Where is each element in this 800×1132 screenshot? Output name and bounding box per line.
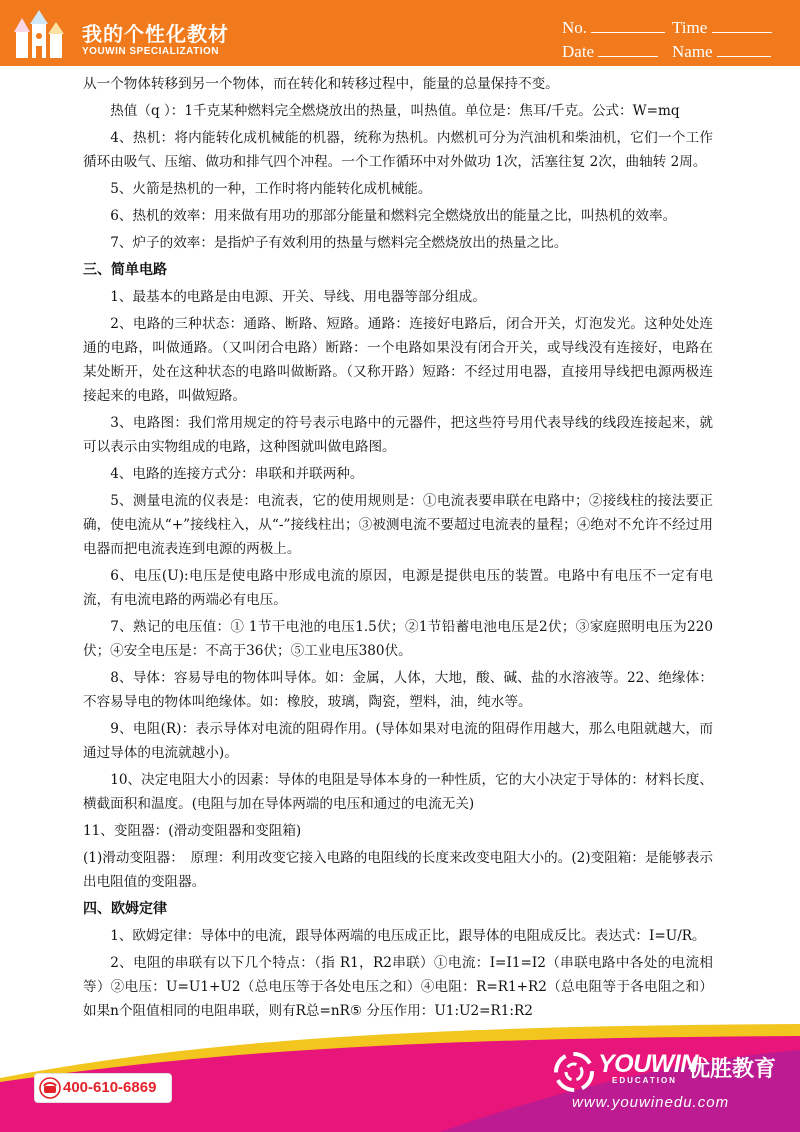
youwin-swirl-icon bbox=[552, 1050, 596, 1094]
brand-title: 我的个性化教材 bbox=[82, 22, 229, 46]
section-heading: 三、简单电路 bbox=[83, 262, 167, 278]
paragraph: 1、欧姆定律：导体中的电流，跟导体两端的电压成正比，跟导体的电阻成反比。表达式：I=U/R。 bbox=[110, 928, 706, 944]
time-field bbox=[672, 18, 772, 38]
time-line bbox=[712, 18, 772, 33]
brand-subtitle: YOUWIN SPECIALIZATION bbox=[82, 46, 219, 57]
paragraph: 9、电阻(R)：表示导体对电流的阻碍作用。(导体如果对电流的阻碍作用越大，那么电阻就越大，而通过导体的电流就越小)。 bbox=[83, 721, 713, 761]
time-label: Time bbox=[672, 18, 708, 37]
paragraph: 1、最基本的电路是由电源、开关、导线、用电器等部分组成。 bbox=[110, 289, 486, 305]
name-label: Name bbox=[672, 42, 713, 61]
name-field bbox=[672, 42, 771, 62]
paragraph: 6、电压(U):电压是使电路中形成电流的原因，电源是提供电压的装置。电路中有电压不一定有电流，有电流电路的两端必有电压。 bbox=[83, 568, 713, 608]
document-body bbox=[83, 72, 713, 1026]
date-line bbox=[598, 42, 658, 57]
paragraph: 2、电阻的串联有以下几个特点：（指 R1，R2串联）①电流：I=I1=I2（串联电路中各处的电流相等）②电压：U=U1+U2（总电压等于各处电压之和）④电阻：R=R1+R2（总电阻等于各电阻之和）如果n个阻值相同的电阻串联，则有R总=nR⑤ 分压作用：U1:U2=R1:R2 bbox=[83, 955, 713, 1019]
paragraph: 5、测量电流的仪表是：电流表，它的使用规则是：①电流表要串联在电路中；②接线柱的接法要正确，使电流从“+”接线柱入，从“-”接线柱出；③被测电流不要超过电流表的量程；④绝对不允许不经过用电器而把电流表连到电源的两极上。 bbox=[83, 493, 713, 557]
no-field bbox=[562, 18, 665, 38]
page-header bbox=[0, 0, 800, 66]
paragraph: 5、火箭是热机的一种，工作时将内能转化成机械能。 bbox=[110, 181, 432, 197]
phone-number: 400-610-6869 bbox=[63, 1079, 157, 1096]
paragraph: 7、炉子的效率：是指炉子有效利用的热量与燃料完全燃烧放出的热量之比。 bbox=[110, 235, 568, 251]
section-heading: 四、欧姆定律 bbox=[83, 901, 167, 917]
paragraph: 热值（q ）：1千克某种燃料完全燃烧放出的热量，叫热值。单位是：焦耳/千克。公式：W=mq bbox=[110, 103, 680, 119]
paragraph: 6、热机的效率：用来做有用功的那部分能量和燃料完全燃烧放出的能量之比，叫热机的效率。 bbox=[110, 208, 677, 224]
castle-logo-icon bbox=[12, 10, 72, 62]
phone-icon bbox=[39, 1077, 61, 1099]
youwin-logo-edu: EDUCATION bbox=[612, 1076, 677, 1085]
youwin-logo-word: YOUWIN bbox=[598, 1050, 698, 1078]
paragraph: (1)滑动变阻器： 原理：利用改变它接入电路的电阻线的长度来改变电阻大小的。(2)变阻箱：是能够表示出电阻值的变阻器。 bbox=[83, 850, 713, 890]
paragraph: 3、电路图：我们常用规定的符号表示电路中的元器件，把这些符号用代表导线的线段连接起来，就可以表示由实物组成的电路，这种图就叫做电路图。 bbox=[83, 415, 713, 455]
paragraph: 从一个物体转移到另一个物体，而在转化和转移过程中，能量的总量保持不变。 bbox=[83, 76, 559, 92]
paragraph: 11、变阻器：(滑动变阻器和变阻箱) bbox=[83, 823, 302, 839]
youwin-logo-cn: 优胜教育 bbox=[688, 1057, 777, 1082]
no-line bbox=[591, 18, 665, 33]
name-line bbox=[717, 42, 771, 57]
paragraph: 7、熟记的电压值：① 1节干电池的电压1.5伏；②1节铅蓄电池电压是2伏；③家庭照明电压为220伏；④安全电压是：不高于36伏；⑤工业电压380伏。 bbox=[83, 619, 713, 659]
no-label: No. bbox=[562, 18, 588, 37]
date-label: Date bbox=[562, 42, 595, 61]
paragraph: 8、导体：容易导电的物体叫导体。如：金属，人体，大地，酸、碱、盐的水溶液等。22、绝缘体：不容易导电的物体叫绝缘体。如：橡胶，玻璃，陶瓷，塑料，油，纯水等。 bbox=[83, 670, 713, 710]
website-url: www.youwinedu.com bbox=[572, 1094, 730, 1111]
phone-badge bbox=[34, 1073, 172, 1103]
paragraph: 4、热机：将内能转化成机械能的机器，统称为热机。内燃机可分为汽油机和柴油机，它们一个工作循环由吸气、压缩、做功和排气四个冲程。一个工作循环中对外做功 1次，活塞往复 2次，曲轴转 2周。 bbox=[83, 130, 713, 170]
paragraph: 10、决定电阻大小的因素：导体的电阻是导体本身的一种性质，它的大小决定于导体的：材料长度、横截面积和温度。(电阻与加在导体两端的电压和通过的电流无关) bbox=[83, 772, 713, 812]
paragraph: 2、电路的三种状态：通路、断路、短路。通路：连接好电路后，闭合开关，灯泡发光。这种处处连通的电路，叫做通路。（又叫闭合电路）断路：一个电路如果没有闭合开关，或导线没有连接好，电路在某处断开，处在这种状态的电路叫做断路。（又称开路）短路：不经过用电器，直接用导线把电源两极连接起来的电路，叫做短路。 bbox=[83, 316, 713, 404]
date-field bbox=[562, 42, 658, 62]
paragraph: 4、电路的连接方式分：串联和并联两种。 bbox=[110, 466, 364, 482]
